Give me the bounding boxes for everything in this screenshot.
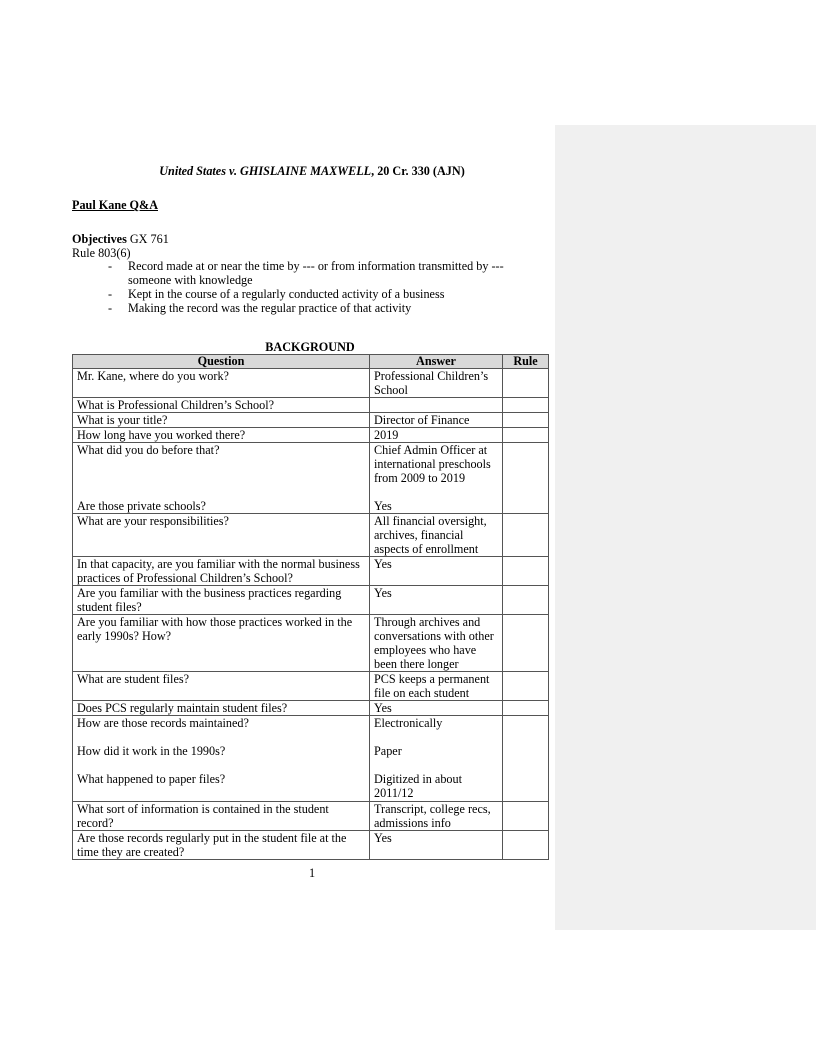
answer-cell: Yes <box>370 831 503 860</box>
answer-cell <box>370 398 503 413</box>
answer-cell: Electronically Paper Digitized in about 2011/12 <box>370 716 503 802</box>
answer-cell: 2019 <box>370 428 503 443</box>
table-row <box>73 615 549 672</box>
objectives: Objectives GX 761 <box>72 232 169 246</box>
answer-cell: PCS keeps a permanent file on each student <box>370 672 503 701</box>
rule-cell <box>503 701 549 716</box>
rule-cell <box>503 428 549 443</box>
answer-cell: All financial oversight, archives, financial aspects of enrollment <box>370 514 503 557</box>
rule-cell <box>503 413 549 428</box>
table-row <box>73 398 549 413</box>
document-subtitle: Paul Kane Q&A <box>72 198 158 212</box>
comment-sidebar <box>555 125 816 930</box>
question-cell: In that capacity, are you familiar with the normal business practices of Professional Children’s School? <box>73 557 370 586</box>
column-header: Rule <box>503 355 549 369</box>
objectives-list <box>108 259 528 315</box>
list-item: - Making the record was the regular practice of that activity <box>108 301 528 315</box>
column-header: Question <box>73 355 370 369</box>
question-cell: What is your title? <box>73 413 370 428</box>
rule-cell <box>503 514 549 557</box>
rule-cell <box>503 586 549 615</box>
question-cell: What is Professional Children’s School? <box>73 398 370 413</box>
section-heading: BACKGROUND <box>265 340 355 354</box>
question-cell: How are those records maintained? How did it work in the 1990s? What happened to paper files? <box>73 716 370 802</box>
rule-cell <box>503 831 549 860</box>
table-row <box>73 672 549 701</box>
answer-cell: Yes <box>370 701 503 716</box>
rule-cell <box>503 398 549 413</box>
table-row <box>73 369 549 398</box>
case-caption: United States v. GHISLAINE MAXWELL, 20 Cr. 330 (AJN) <box>159 164 465 178</box>
question-cell: Are you familiar with the business practices regarding student files? <box>73 586 370 615</box>
question-cell: Mr. Kane, where do you work? <box>73 369 370 398</box>
table-row <box>73 716 549 802</box>
question-cell: Are those records regularly put in the student file at the time they are created? <box>73 831 370 860</box>
table-row <box>73 413 549 428</box>
rule-cell <box>503 672 549 701</box>
rule-cell <box>503 557 549 586</box>
question-cell: What sort of information is contained in the student record? <box>73 802 370 831</box>
page-number: 1 <box>308 866 316 880</box>
question-cell: What are your responsibilities? <box>73 514 370 557</box>
answer-cell: Director of Finance <box>370 413 503 428</box>
answer-cell: Through archives and conversations with other employees who have been there longer <box>370 615 503 672</box>
table-row <box>73 831 549 860</box>
answer-cell: Transcript, college recs, admissions info <box>370 802 503 831</box>
rule-cell <box>503 369 549 398</box>
rule-cell <box>503 443 549 514</box>
rule-cell <box>503 802 549 831</box>
question-cell: How long have you worked there? <box>73 428 370 443</box>
table-row <box>73 443 549 514</box>
answer-cell: Yes <box>370 586 503 615</box>
table-row <box>73 586 549 615</box>
rule-cell <box>503 615 549 672</box>
table-row <box>73 701 549 716</box>
rule-cell <box>503 716 549 802</box>
list-item: - Record made at or near the time by --- or from information transmitted by --- someone with knowledge <box>108 259 528 287</box>
answer-cell: Professional Children’s School <box>370 369 503 398</box>
table-row <box>73 514 549 557</box>
answer-cell: Yes <box>370 557 503 586</box>
table-row <box>73 802 549 831</box>
rule-reference: Rule 803(6) <box>72 246 131 260</box>
question-cell: Are you familiar with how those practices worked in the early 1990s? How? <box>73 615 370 672</box>
table-row <box>73 428 549 443</box>
table-row <box>73 557 549 586</box>
question-cell: What did you do before that? Are those private schools? <box>73 443 370 514</box>
column-header: Answer <box>370 355 503 369</box>
question-cell: Does PCS regularly maintain student files? <box>73 701 370 716</box>
qa-table <box>72 354 549 860</box>
list-item: - Kept in the course of a regularly conducted activity of a business <box>108 287 528 301</box>
answer-cell: Chief Admin Officer at international preschools from 2009 to 2019 Yes <box>370 443 503 514</box>
question-cell: What are student files? <box>73 672 370 701</box>
